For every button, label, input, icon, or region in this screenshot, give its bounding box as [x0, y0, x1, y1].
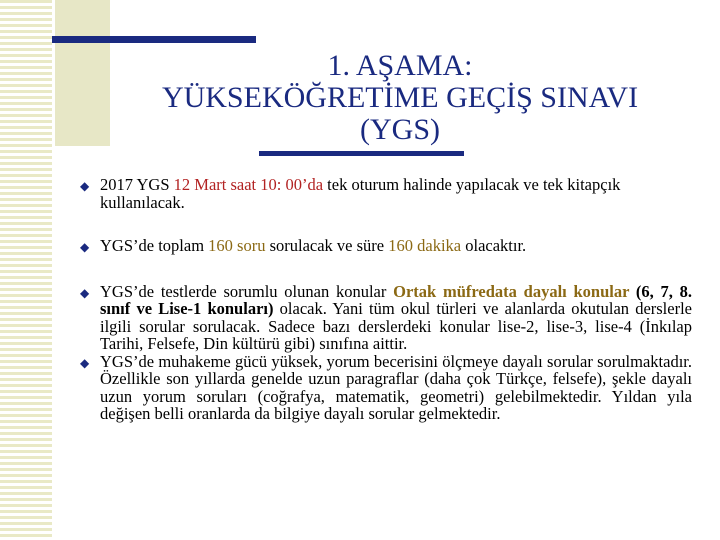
diamond-bullet-icon: ◆ — [80, 285, 90, 300]
bullet-item-2 — [80, 237, 692, 255]
bullet-1-part-1: 2017 YGS — [100, 175, 174, 194]
bullet-1-text — [100, 175, 620, 212]
diamond-bullet-icon: ◆ — [80, 240, 90, 254]
decorative-block — [55, 0, 110, 146]
bullet-1-time: saat 10: 00’da — [226, 175, 324, 194]
bullet-2-part-1: YGS’de toplam — [100, 236, 209, 255]
bullet-2-question-count: 160 soru — [208, 236, 266, 255]
bullet-4-text: YGS’de muhakeme gücü yüksek, yorum becerisini ölçmeye dayalı sorular sorulmaktadır. Özellikle son yıllarda genelde uzun paragraflar (daha çok Türkçe, felsefe), şekle dayalı uzun yorum soruları (coğrafya, matematik, geometri) gelebilmektedir. Yıldan yıla değişen belli oranlarda da bilgiye dayalı sorular gelmektedir. — [100, 351, 692, 423]
bullet-1-date: 12 Mart — [173, 175, 227, 194]
decorative-top-bar — [52, 36, 256, 43]
bullet-item-3 — [80, 283, 692, 353]
bullet-2-duration: 160 dakika — [388, 236, 462, 255]
bullet-3-text — [100, 282, 692, 354]
decorative-stripes — [0, 0, 52, 540]
title-line-1: 1. AŞAMA: — [327, 49, 473, 82]
bullet-2-part-5: olacaktır. — [461, 236, 527, 255]
bullet-item-1 — [80, 176, 692, 211]
title-line-2: YÜKSEKÖĞRETİME GEÇİŞ SINAVI — [161, 81, 639, 114]
bullet-3-grades: (6, 7, 8. sınıf ve Lise-1 konuları) — [100, 281, 693, 318]
bullet-list — [80, 176, 692, 423]
decorative-bottom-bar — [259, 151, 464, 156]
title-line-3: (YGS) — [360, 113, 440, 146]
slide-title — [120, 50, 680, 146]
bullet-3-curriculum: Ortak müfredata dayalı konular — [393, 281, 630, 301]
diamond-bullet-icon: ◆ — [80, 179, 90, 193]
bullet-2-text — [100, 236, 526, 255]
diamond-bullet-icon: ◆ — [80, 355, 90, 370]
bullet-1-part-4: tek oturum halinde yapılacak ve tek kitapçık kullanılacak. — [100, 175, 621, 212]
bullet-3-part-1: YGS’de testlerde sorumlu olunan konular — [100, 281, 394, 301]
bullet-item-4 — [80, 353, 692, 423]
bullet-3-part-4: olacak. Yani tüm okul türleri ve alanlarda okutulan derslerle ilgili sorular sorulacak. Sadece bazı derslerdeki konular lise-2, lise-3, lise-4 (İnkılap Tarihi, Felsefe, Din kültürü gibi) sınıfına aittir. — [100, 299, 692, 353]
bullet-2-part-3: sorulacak ve süre — [265, 236, 389, 255]
